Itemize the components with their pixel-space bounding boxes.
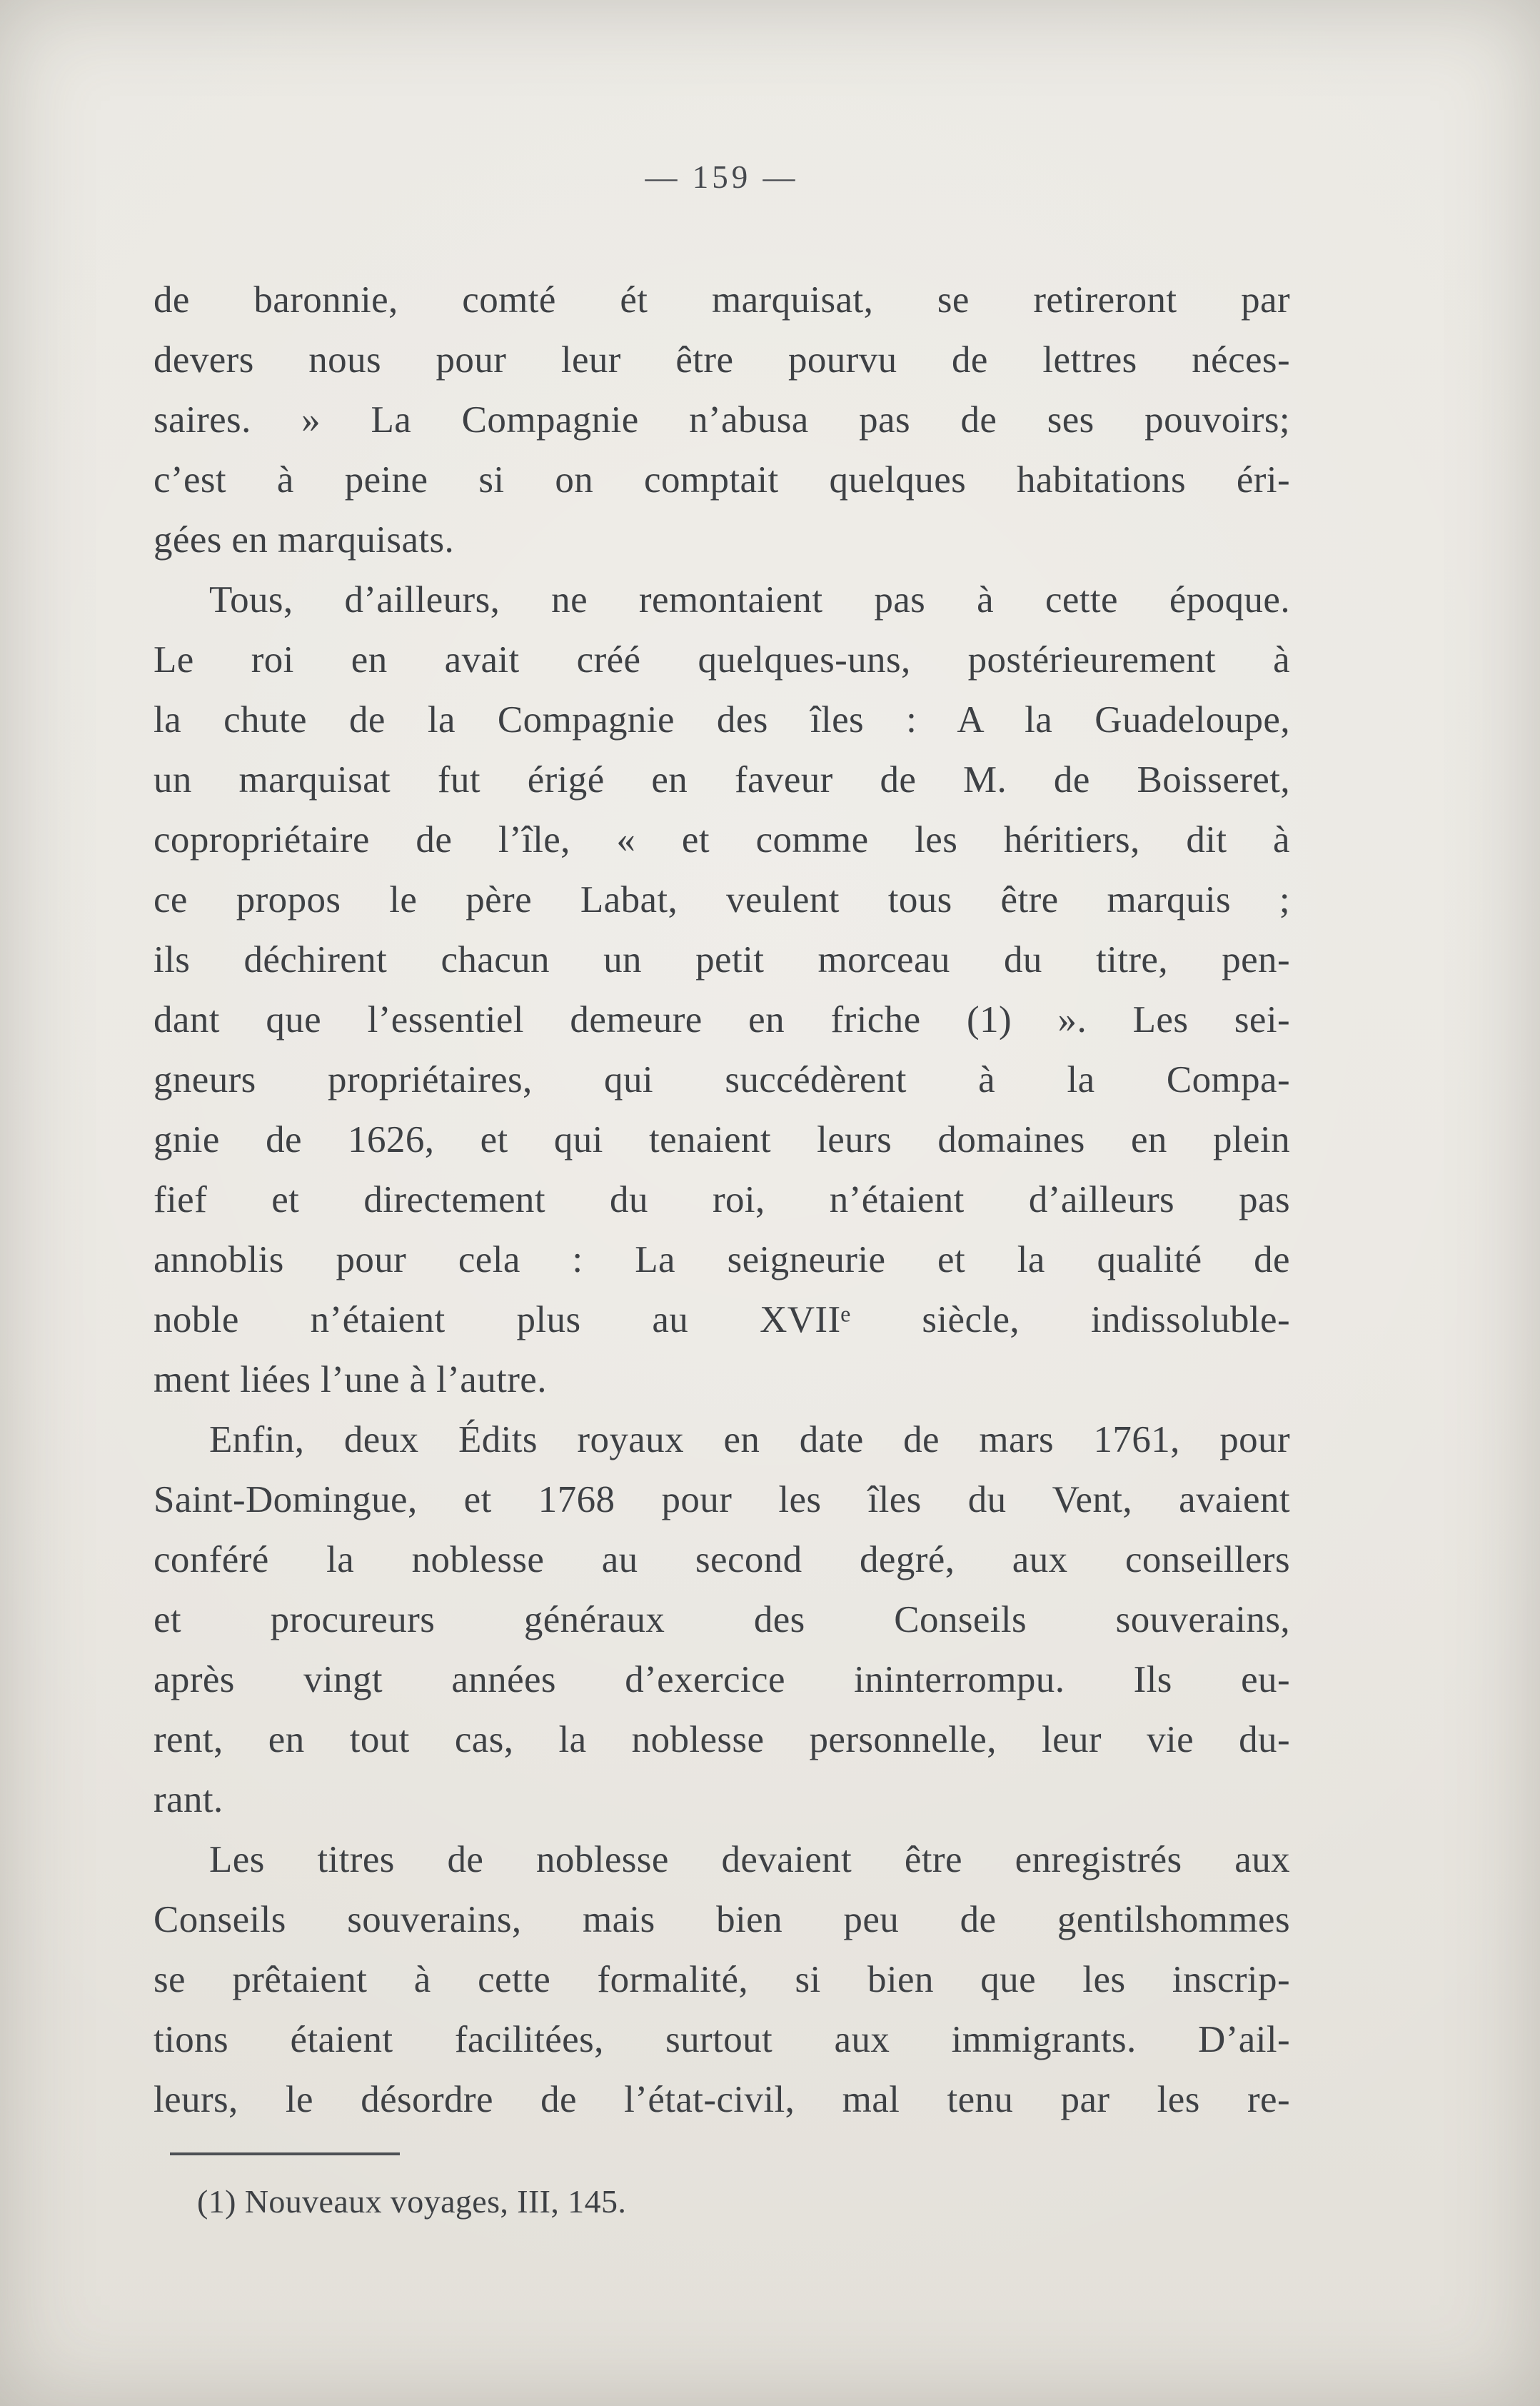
footnote: (1) Nouveaux voyages, III, 145.	[197, 2183, 627, 2220]
text-line: saires. » La Compagnie n’abusa pas de ses pouvoirs;	[154, 399, 1290, 441]
paragraph	[154, 1410, 1290, 1830]
text-line: Enfin, deux Édits royaux en date de mars 1761, pour	[209, 1419, 1290, 1460]
text-line: copropriétaire de l’île, « et comme les héritiers, dit à	[154, 819, 1290, 861]
text-line: ils déchirent chacun un petit morceau du titre, pen-	[154, 939, 1290, 981]
text-line: devers nous pour leur être pourvu de lettres néces-	[154, 339, 1290, 381]
page-number: — 159 —	[645, 159, 799, 195]
text-line: gnie de 1626, et qui tenaient leurs domaines en plein	[154, 1119, 1290, 1161]
text-line: et procureurs généraux des Conseils souverains,	[154, 1599, 1290, 1640]
text-line: c’est à peine si on comptait quelques habitations éri-	[154, 459, 1290, 501]
paragraph	[154, 1830, 1290, 2130]
text-line: la chute de la Compagnie des îles : A la Guadeloupe,	[154, 699, 1290, 741]
text-line: Tous, d’ailleurs, ne remontaient pas à cette époque.	[209, 579, 1290, 621]
text-line: rant.	[154, 1779, 223, 1820]
footnote-rule	[170, 2152, 400, 2155]
text-body	[154, 270, 1290, 2130]
text-line: tions étaient facilitées, surtout aux immigrants. D’ail-	[154, 2019, 1290, 2060]
text-line: Saint-Domingue, et 1768 pour les îles du Vent, avaient	[154, 1479, 1290, 1520]
text-line: leurs, le désordre de l’état-civil, mal tenu par les re-	[154, 2079, 1290, 2120]
text-line: un marquisat fut érigé en faveur de M. de Boisseret,	[154, 759, 1290, 801]
text-line: gneurs propriétaires, qui succédèrent à la Compa-	[154, 1059, 1290, 1101]
paragraph	[154, 570, 1290, 1410]
text-line: de baronnie, comté ét marquisat, se retireront par	[154, 279, 1290, 321]
text-line: Le roi en avait créé quelques-uns, postérieurement à	[154, 639, 1290, 681]
text-line: ce propos le père Labat, veulent tous être marquis ;	[154, 879, 1290, 921]
text-line: Conseils souverains, mais bien peu de gentilshommes	[154, 1899, 1290, 1940]
paragraph	[154, 270, 1290, 570]
text-line: annoblis pour cela : La seigneurie et la qualité de	[154, 1239, 1290, 1280]
text-line: gées en marquisats.	[154, 519, 455, 561]
text-line: après vingt années d’exercice ininterrompu. Ils eu-	[154, 1659, 1290, 1700]
text-line: noble n’étaient plus au XVIIᵉ siècle, indissoluble-	[154, 1299, 1290, 1340]
text-line: Les titres de noblesse devaient être enregistrés aux	[209, 1839, 1290, 1880]
text-line: conféré la noblesse au second degré, aux conseillers	[154, 1539, 1290, 1580]
text-line: rent, en tout cas, la noblesse personnelle, leur vie du-	[154, 1719, 1290, 1760]
text-line: se prêtaient à cette formalité, si bien que les inscrip-	[154, 1959, 1290, 2000]
text-line: fief et directement du roi, n’étaient d’ailleurs pas	[154, 1179, 1290, 1220]
text-line: dant que l’essentiel demeure en friche (1) ». Les sei-	[154, 999, 1290, 1041]
text-line: ment liées l’une à l’autre.	[154, 1359, 547, 1400]
